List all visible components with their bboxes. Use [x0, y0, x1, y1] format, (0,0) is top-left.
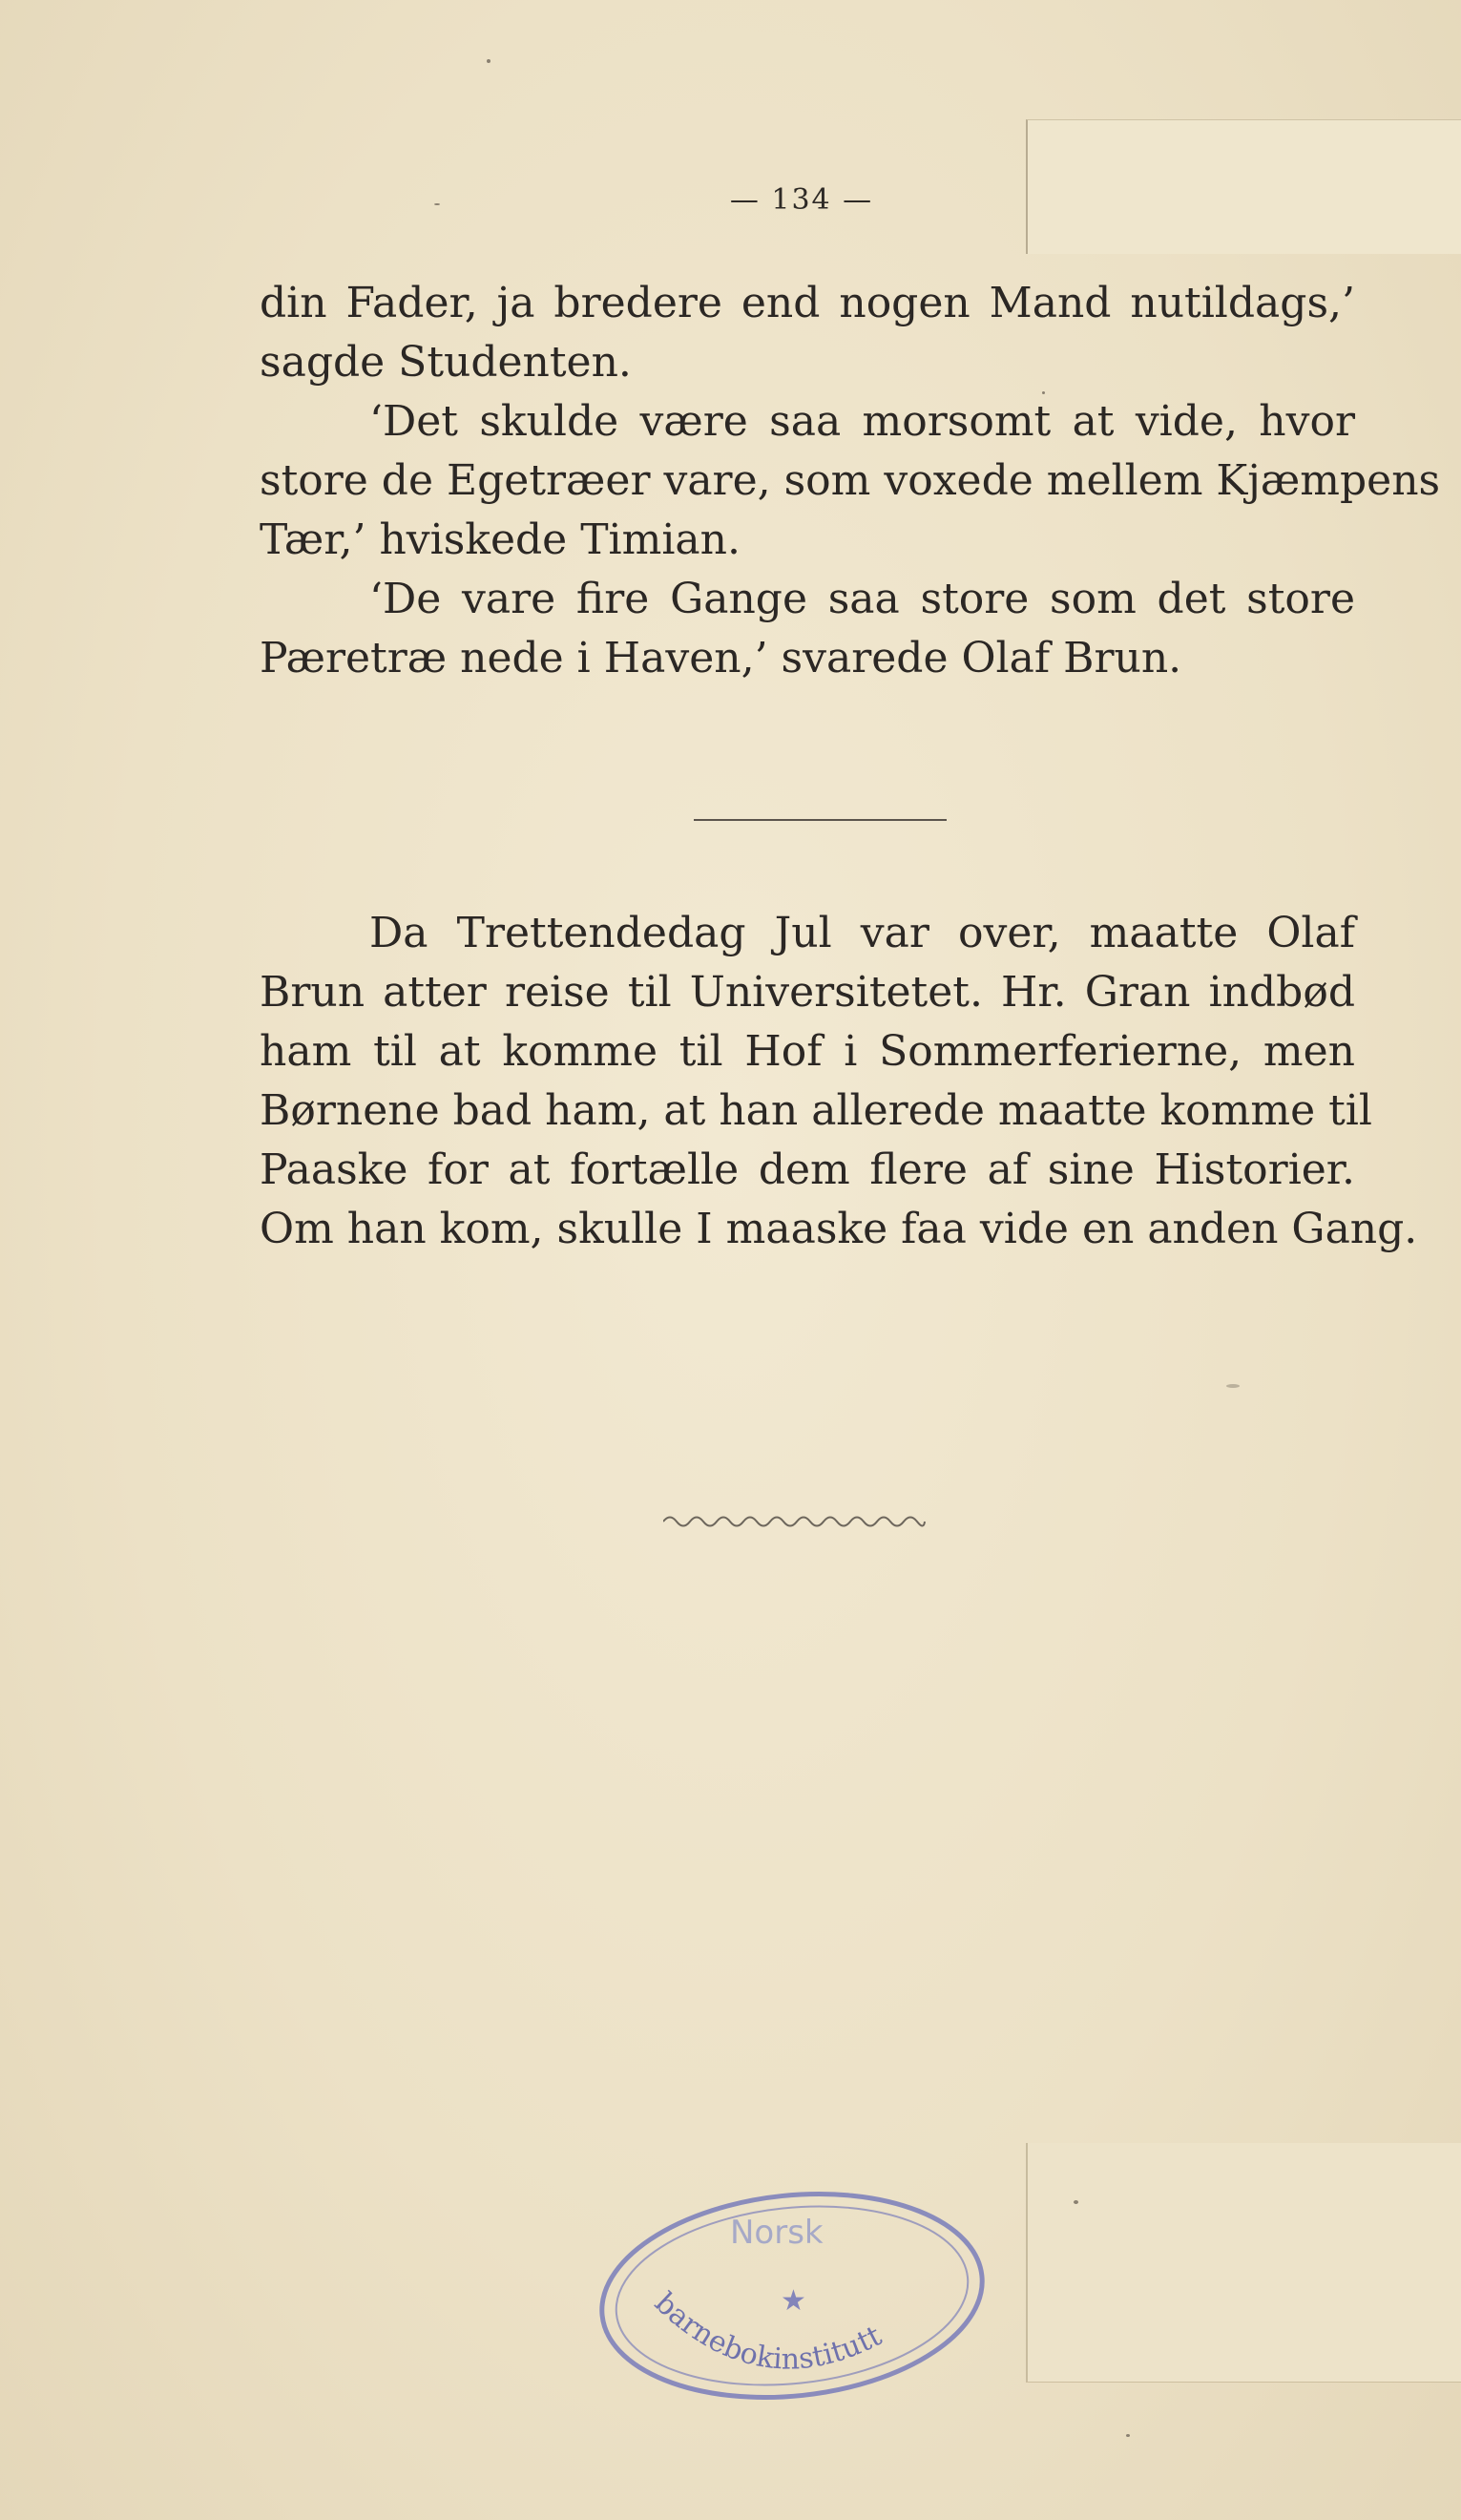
text-line: sagde Studenten.	[260, 338, 632, 387]
text-block-dialogue	[260, 274, 1441, 688]
end-ornament	[663, 1513, 926, 1530]
paper-speck	[1226, 1384, 1240, 1388]
text-line: Pæretræ nede i Haven,’ svarede Olaf Brun.	[260, 634, 1182, 682]
text-line: Tær,’ hviskede Timian.	[260, 515, 741, 564]
paper-speck	[1074, 2200, 1078, 2204]
text-line: Om han kom, skulle I maaske faa vide en anden Gang.	[260, 1205, 1418, 1253]
page-edge-tab-lower	[1026, 2143, 1461, 2383]
paper-speck	[487, 59, 490, 63]
page-number: — 134 —	[729, 183, 874, 217]
text-block-closing	[260, 904, 1418, 1259]
text-line: ham til at komme til Hof i Sommerferierne, men	[260, 1027, 1355, 1076]
text-line: din Fader, ja bredere end nogen Mand nutildags,’	[260, 279, 1355, 327]
stamp-star: ★	[781, 2284, 806, 2318]
text-line: Børnene bad ham, at han allerede maatte komme til	[260, 1086, 1372, 1135]
library-stamp	[582, 2172, 1002, 2425]
paper-speck	[1126, 2434, 1130, 2437]
text-line: store de Egetræer vare, som voxede mellem Kjæmpens	[260, 456, 1441, 505]
text-line: Da Trettendedag Jul var over, maatte Olaf	[369, 909, 1355, 957]
paper-speck	[1042, 391, 1045, 394]
stamp-bottom-text: barnebokinstitutt	[648, 2286, 887, 2377]
text-line: ‘Det skulde være saa morsomt at vide, hvor	[369, 397, 1355, 446]
paper-speck	[434, 203, 440, 205]
text-line: ‘De vare fire Gange saa store som det store	[369, 575, 1355, 623]
stamp-top-text: Norsk	[730, 2214, 824, 2252]
text-line: Paaske for at fortælle dem flere af sine Historier.	[260, 1145, 1355, 1194]
text-line: Brun atter reise til Universitetet. Hr. Gran indbød	[260, 968, 1355, 1017]
section-separator	[694, 819, 947, 821]
